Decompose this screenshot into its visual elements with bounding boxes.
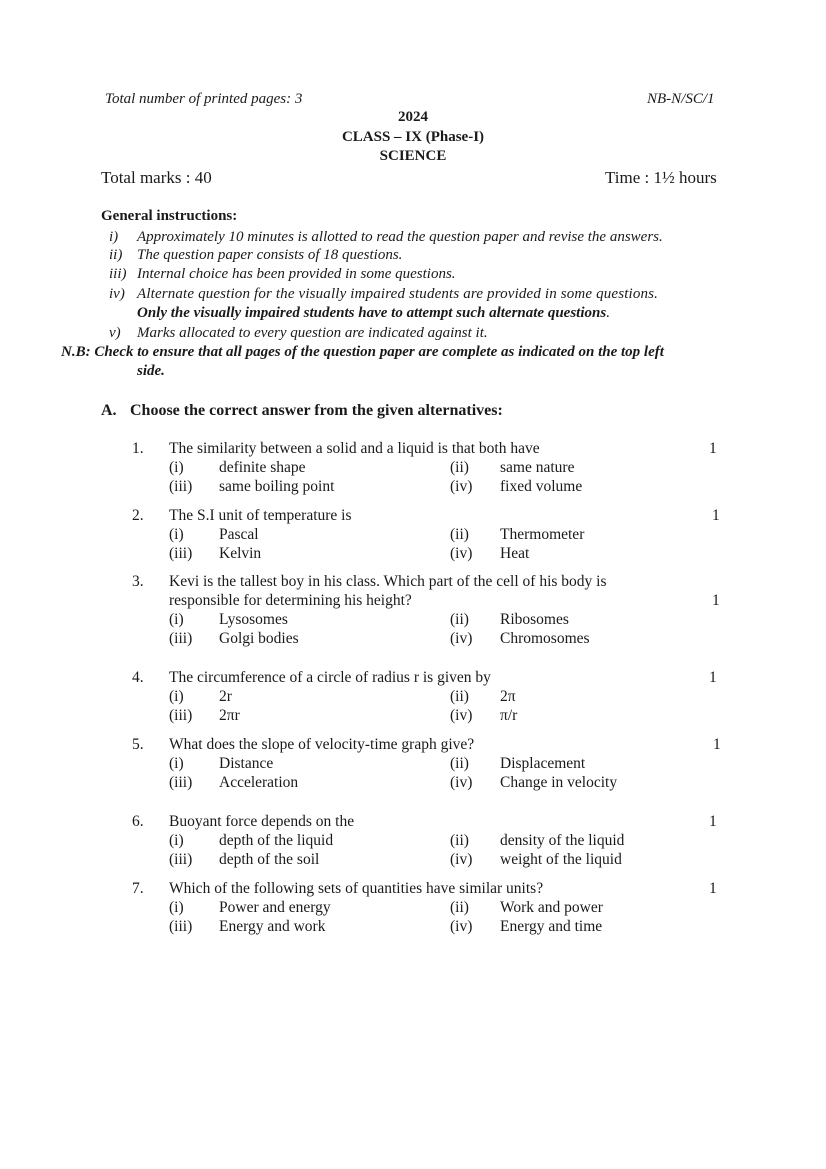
question-number: 6. bbox=[132, 813, 144, 830]
question-marks: 1 bbox=[709, 669, 717, 686]
option-label: (iv) bbox=[450, 545, 473, 562]
total-marks: Total marks : 40 bbox=[101, 168, 212, 187]
question-marks: 1 bbox=[709, 813, 717, 830]
option-text: fixed volume bbox=[500, 478, 583, 495]
question-number: 2. bbox=[132, 507, 144, 524]
option-label: (iv) bbox=[450, 851, 473, 868]
option-text: Lysosomes bbox=[219, 611, 288, 628]
option-text: 2π bbox=[500, 688, 516, 705]
option-text: Energy and work bbox=[219, 918, 326, 935]
section-label: A. bbox=[101, 402, 117, 419]
instruction-item bbox=[109, 247, 402, 264]
option-label: (ii) bbox=[450, 755, 469, 772]
exam-subject: SCIENCE bbox=[379, 148, 447, 164]
question-number: 3. bbox=[132, 573, 144, 590]
option-text: Golgi bodies bbox=[219, 630, 299, 647]
option-text: Acceleration bbox=[219, 774, 299, 791]
option-text: Work and power bbox=[500, 899, 603, 916]
instruction-number: v) bbox=[109, 325, 121, 341]
option-text: Power and energy bbox=[219, 899, 331, 916]
option-text: depth of the soil bbox=[219, 851, 320, 868]
question-text: Kevi is the tallest boy in his class. Which part of the cell of his body is bbox=[169, 573, 607, 590]
question-text: The circumference of a circle of radius r is given by bbox=[169, 669, 491, 686]
option-text: Ribosomes bbox=[500, 611, 569, 628]
question-marks: 1 bbox=[712, 507, 720, 524]
option-label: (iii) bbox=[169, 918, 193, 935]
question-text: Which of the following sets of quantities have similar units? bbox=[169, 880, 544, 897]
option-text: Kelvin bbox=[219, 545, 262, 562]
exam-time: Time : 1½ hours bbox=[605, 168, 717, 187]
option-label: (ii) bbox=[450, 688, 469, 705]
option-text: Displacement bbox=[500, 755, 586, 772]
option-label: (iii) bbox=[169, 707, 193, 724]
option-text: 2r bbox=[219, 688, 232, 705]
option-text: Energy and time bbox=[500, 918, 603, 935]
option-text: Change in velocity bbox=[500, 774, 618, 791]
instruction-number: ii) bbox=[109, 247, 123, 263]
question-marks: 1 bbox=[709, 880, 717, 897]
option-label: (iii) bbox=[169, 630, 193, 647]
option-text: π/r bbox=[500, 707, 518, 724]
option-label: (i) bbox=[169, 899, 184, 916]
option-label: (ii) bbox=[450, 832, 469, 849]
option-label: (iv) bbox=[450, 707, 473, 724]
question-text: What does the slope of velocity-time graph give? bbox=[169, 736, 475, 753]
option-text: density of the liquid bbox=[500, 832, 625, 849]
option-text: definite shape bbox=[219, 459, 306, 476]
paper-code: NB-N/SC/1 bbox=[647, 91, 715, 107]
option-label: (iii) bbox=[169, 851, 193, 868]
instruction-item bbox=[109, 286, 658, 303]
question-text: responsible for determining his height? bbox=[169, 592, 412, 609]
instruction-item bbox=[109, 229, 663, 246]
option-label: (i) bbox=[169, 832, 184, 849]
option-text: Distance bbox=[219, 755, 274, 772]
option-label: (iii) bbox=[169, 478, 193, 495]
option-label: (iii) bbox=[169, 545, 193, 562]
instruction-text: Internal choice has been provided in some questions. bbox=[137, 266, 456, 282]
instruction-number: iii) bbox=[109, 266, 127, 282]
option-text: Thermometer bbox=[500, 526, 585, 543]
instruction-number: iv) bbox=[109, 286, 125, 302]
nb-note-line2: side. bbox=[137, 363, 165, 379]
question-number: 1. bbox=[132, 440, 144, 457]
question-marks: 1 bbox=[712, 592, 720, 609]
question-text: Buoyant force depends on the bbox=[169, 813, 355, 830]
question-marks: 1 bbox=[713, 736, 721, 753]
printed-pages-note: Total number of printed pages: 3 bbox=[105, 91, 303, 107]
option-label: (iv) bbox=[450, 630, 473, 647]
option-label: (i) bbox=[169, 688, 184, 705]
question-text: The similarity between a solid and a liquid is that both have bbox=[169, 440, 540, 457]
section-title: Choose the correct answer from the given alternatives: bbox=[130, 402, 503, 419]
option-text: Heat bbox=[500, 545, 530, 562]
option-text: depth of the liquid bbox=[219, 832, 334, 849]
option-label: (ii) bbox=[450, 459, 469, 476]
option-label: (iv) bbox=[450, 774, 473, 791]
option-label: (ii) bbox=[450, 611, 469, 628]
option-label: (i) bbox=[169, 459, 184, 476]
instruction-emphasis: Only the visually impaired students have to attempt such alternate questions bbox=[137, 305, 607, 321]
question-number: 7. bbox=[132, 880, 144, 897]
option-text: weight of the liquid bbox=[500, 851, 622, 868]
nb-note-line1: N.B: Check to ensure that all pages of the question paper are complete as indicated on the top left bbox=[61, 344, 664, 360]
option-text: Pascal bbox=[219, 526, 259, 543]
option-label: (ii) bbox=[450, 526, 469, 543]
option-label: (i) bbox=[169, 526, 184, 543]
option-text: same boiling point bbox=[219, 478, 335, 495]
instruction-text: Alternate question for the visually impaired students are provided in some questions. bbox=[137, 286, 659, 302]
instructions-title: General instructions: bbox=[101, 208, 238, 224]
exam-year: 2024 bbox=[398, 109, 428, 125]
question-marks: 1 bbox=[709, 440, 717, 457]
option-label: (iii) bbox=[169, 774, 193, 791]
option-label: (iv) bbox=[450, 478, 473, 495]
instruction-number: i) bbox=[109, 229, 119, 245]
instruction-note: Only the visually impaired students have to attempt such alternate questions. bbox=[137, 305, 610, 321]
option-label: (i) bbox=[169, 755, 184, 772]
question-number: 5. bbox=[132, 736, 144, 753]
instruction-item bbox=[109, 266, 456, 283]
instruction-item bbox=[109, 325, 488, 342]
option-label: (ii) bbox=[450, 899, 469, 916]
question-number: 4. bbox=[132, 669, 144, 686]
option-label: (i) bbox=[169, 611, 184, 628]
instruction-text: Marks allocated to every question are indicated against it. bbox=[137, 325, 488, 341]
option-label: (iv) bbox=[450, 918, 473, 935]
exam-class: CLASS – IX (Phase-I) bbox=[341, 129, 485, 145]
option-text: Chromosomes bbox=[500, 630, 590, 647]
question-text: The S.I unit of temperature is bbox=[169, 507, 352, 524]
option-text: same nature bbox=[500, 459, 575, 476]
instruction-text: The question paper consists of 18 questions. bbox=[137, 247, 403, 263]
instruction-text: Approximately 10 minutes is allotted to read the question paper and revise the answers. bbox=[137, 229, 663, 245]
option-text: 2πr bbox=[219, 707, 240, 724]
